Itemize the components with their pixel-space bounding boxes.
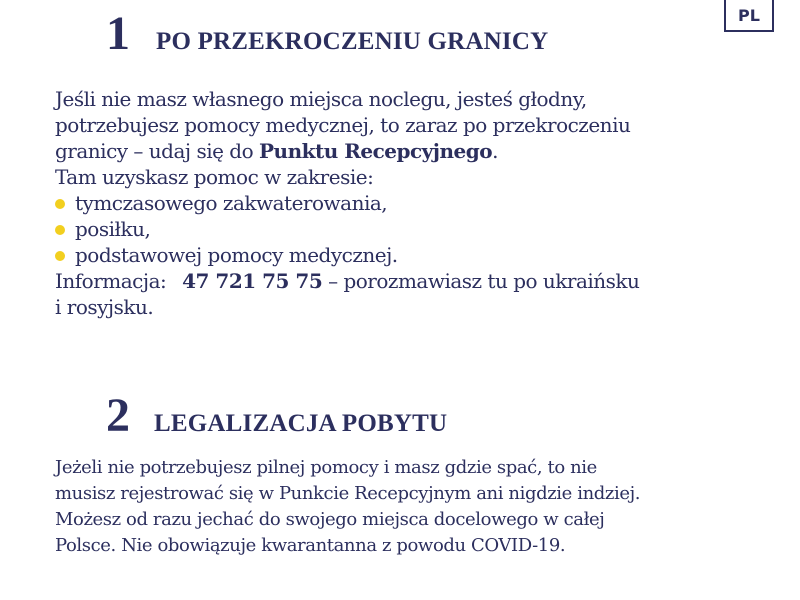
section-2-line: Polsce. Nie obowiązuje kwarantanna z powodu COVID-19. xyxy=(55,535,566,556)
section-1-title: PO PRZEKROCZENIU GRANICY xyxy=(156,28,549,55)
reception-point-name: Punktu Recepcyjnego xyxy=(259,139,493,163)
bullet-item xyxy=(55,190,639,216)
section-2-line: musisz rejestrować się w Punkcie Recepcyjnym ani nigdzie indziej. xyxy=(55,483,641,504)
bullet-text: podstawowej pomocy medycznej. xyxy=(75,243,398,267)
section-1-body xyxy=(55,86,639,320)
info-phone-number[interactable]: 47 721 75 75 xyxy=(182,269,323,293)
section-2-title: LEGALIZACJA POBYTU xyxy=(154,410,448,437)
yellow-bullet-icon xyxy=(55,225,65,235)
info-languages-text: – porozmawiasz tu po ukraińsku xyxy=(322,269,640,293)
section-2-line: Jeżeli nie potrzebujesz pilnej pomocy i masz gdzie spać, to nie xyxy=(55,457,597,478)
section-2-line: Możesz od razu jechać do swojego miejsca docelowego w całej xyxy=(55,509,605,530)
section-1-heading xyxy=(106,7,549,60)
section-1-number: 1 xyxy=(106,7,130,60)
bullet-text: tymczasowego zakwaterowania, xyxy=(75,191,388,215)
bullet-item xyxy=(55,242,639,268)
bullet-item xyxy=(55,216,639,242)
section-2-heading xyxy=(106,389,448,442)
info-line-2: i rosyjsku. xyxy=(55,295,154,319)
yellow-bullet-icon xyxy=(55,199,65,209)
section-2-number: 2 xyxy=(106,389,130,442)
yellow-bullet-icon xyxy=(55,251,65,261)
section-2-body xyxy=(55,455,640,559)
section-1-line3-text: granicy – udaj się do xyxy=(55,139,259,163)
language-badge[interactable]: PL xyxy=(724,0,774,32)
section-1-line3-period: . xyxy=(492,139,498,163)
section-1-line xyxy=(55,138,639,164)
section-1-line: Jeśli nie masz własnego miejsca noclegu, jesteś głodny, xyxy=(55,87,587,111)
section-1-line: Tam uzyskasz pomoc w zakresie: xyxy=(55,165,374,189)
bullet-text: posiłku, xyxy=(75,217,151,241)
section-1-line: potrzebujesz pomocy medycznej, to zaraz po przekroczeniu xyxy=(55,113,631,137)
info-line xyxy=(55,268,639,294)
info-label: Informacja: xyxy=(55,269,173,293)
